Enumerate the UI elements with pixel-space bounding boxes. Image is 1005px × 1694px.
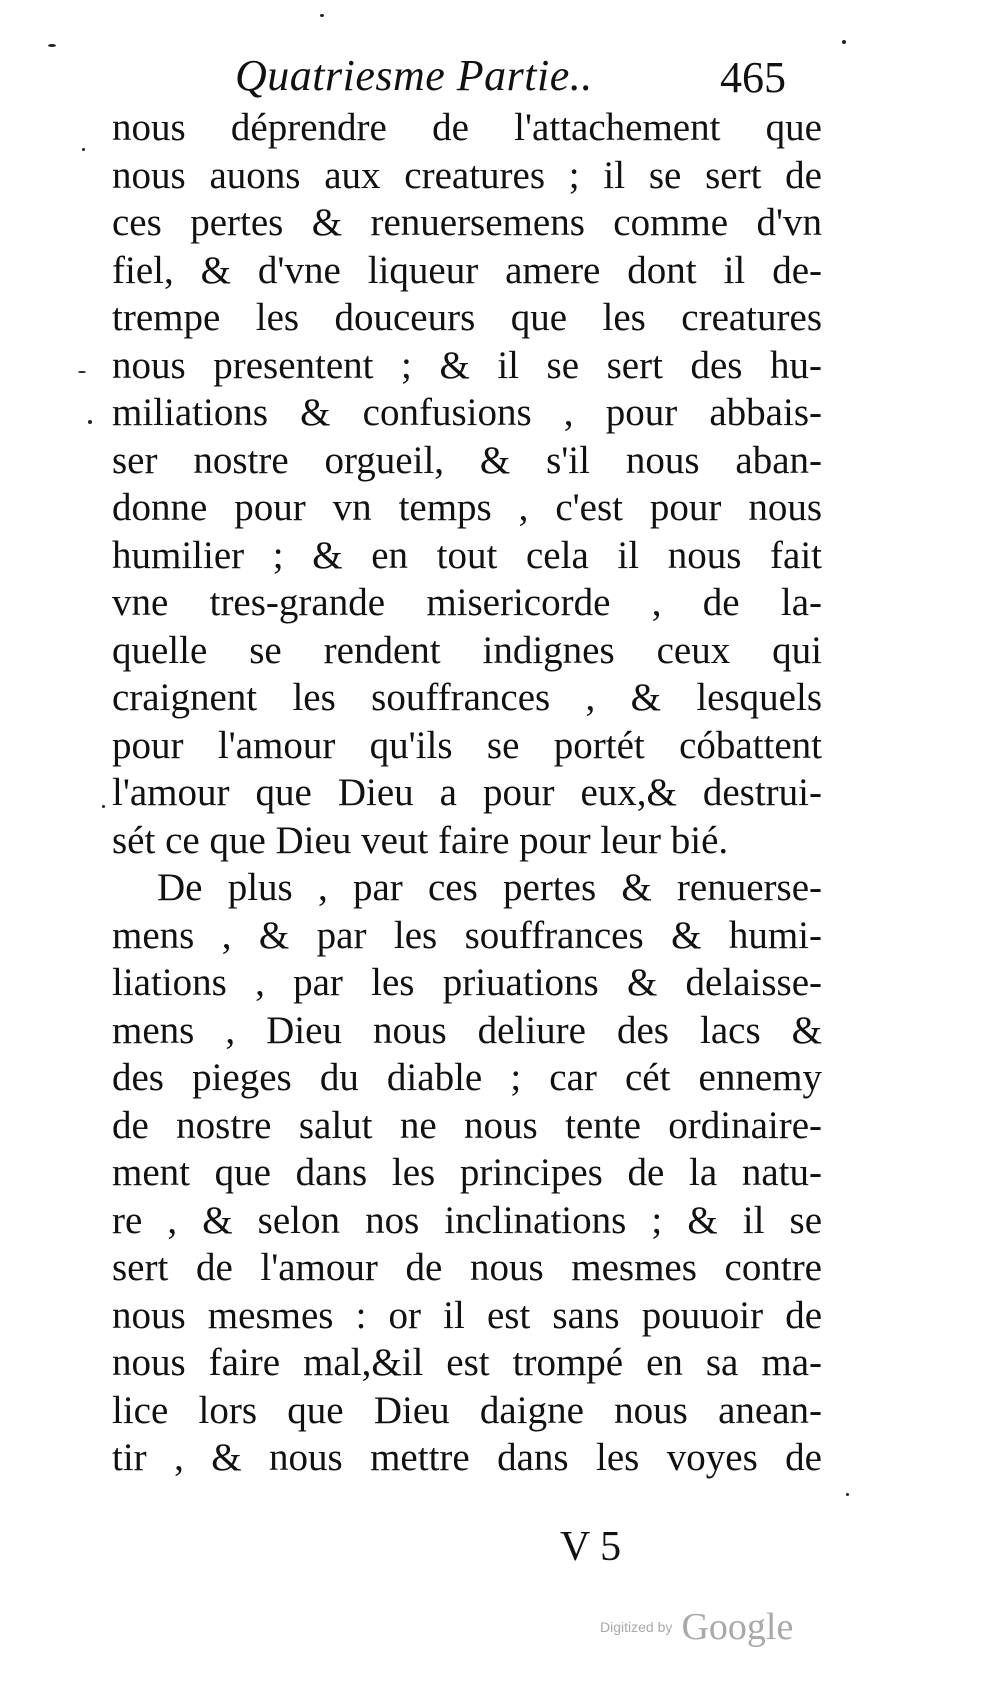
scan-speck — [82, 148, 85, 151]
text-line: fiel, & d'vne liqueur amere dont il de- — [112, 248, 822, 292]
text-line: ser nostre orgueil, & s'il nous aban- — [112, 438, 822, 482]
page-number: 465 — [720, 53, 786, 102]
text-line: vne tres-grande misericorde , de la- — [112, 581, 822, 624]
body-text — [112, 104, 822, 1482]
text-line: nous mesmes : or il est sans pouuoir de — [112, 1293, 822, 1337]
scan-speck — [842, 40, 846, 44]
text-line: l'amour que Dieu a pour eux,& destrui- — [112, 771, 822, 814]
text-line: donne pour vn temps , c'est pour nous — [112, 486, 822, 529]
text-line: sét ce que Dieu veut faire pour leur bié. — [112, 818, 729, 862]
digitized-watermark — [600, 1605, 793, 1649]
text-line: nous faire mal,&il est trompé en sa ma- — [112, 1341, 822, 1384]
text-line: humilier ; & en tout cela il nous fait — [112, 533, 822, 577]
text-line: des pieges du diable ; car cét ennemy — [112, 1056, 822, 1099]
scan-speck — [846, 1493, 849, 1496]
text-line: re , & selon nos inclinations ; & il se — [112, 1198, 822, 1242]
text-line: miliations & confusions , pour abbais- — [112, 391, 822, 434]
scan-speck — [88, 420, 92, 424]
scan-speck — [320, 14, 324, 17]
text-line: lice lors que Dieu daigne nous anean- — [112, 1388, 822, 1432]
text-line: mens , Dieu nous deliure des lacs & — [112, 1008, 822, 1052]
text-line: trempe les douceurs que les creatures — [112, 296, 822, 339]
text-line: ces pertes & renuersemens comme d'vn — [112, 201, 822, 244]
text-line: craignent les souffrances , & lesquels — [112, 676, 822, 719]
text-line: nous auons aux creatures ; il se sert de — [112, 153, 822, 197]
text-line: tir , & nous mettre dans les voyes de — [112, 1436, 822, 1479]
text-line: liations , par les priuations & delaisse- — [112, 961, 822, 1004]
text-line: de nostre salut ne nous tente ordinaire- — [112, 1103, 822, 1147]
signature-mark: V 5 — [560, 1524, 622, 1570]
running-title: Quatriesme Partie.. — [235, 51, 593, 100]
google-logo: Google — [681, 1606, 794, 1648]
text-line: pour l'amour qu'ils se portét cóbattent — [112, 723, 822, 767]
scan-speck — [48, 44, 56, 47]
scan-speck — [102, 805, 105, 808]
text-line: quelle se rendent indignes ceux qui — [112, 628, 822, 672]
text-line: ment que dans les principes de la natu- — [112, 1151, 822, 1194]
text-line: mens , & par les souffrances & humi- — [112, 913, 822, 957]
text-line: sert de l'amour de nous mesmes contre — [112, 1246, 822, 1289]
paragraph-first-line: De plus , par ces pertes & renuerse- — [157, 866, 822, 909]
scan-speck — [78, 371, 86, 373]
text-line: nous déprendre de l'attachement que — [112, 106, 822, 149]
text-line: nous presentent ; & il se sert des hu- — [112, 343, 822, 387]
digitized-by-text: Digitized by — [600, 1619, 673, 1635]
